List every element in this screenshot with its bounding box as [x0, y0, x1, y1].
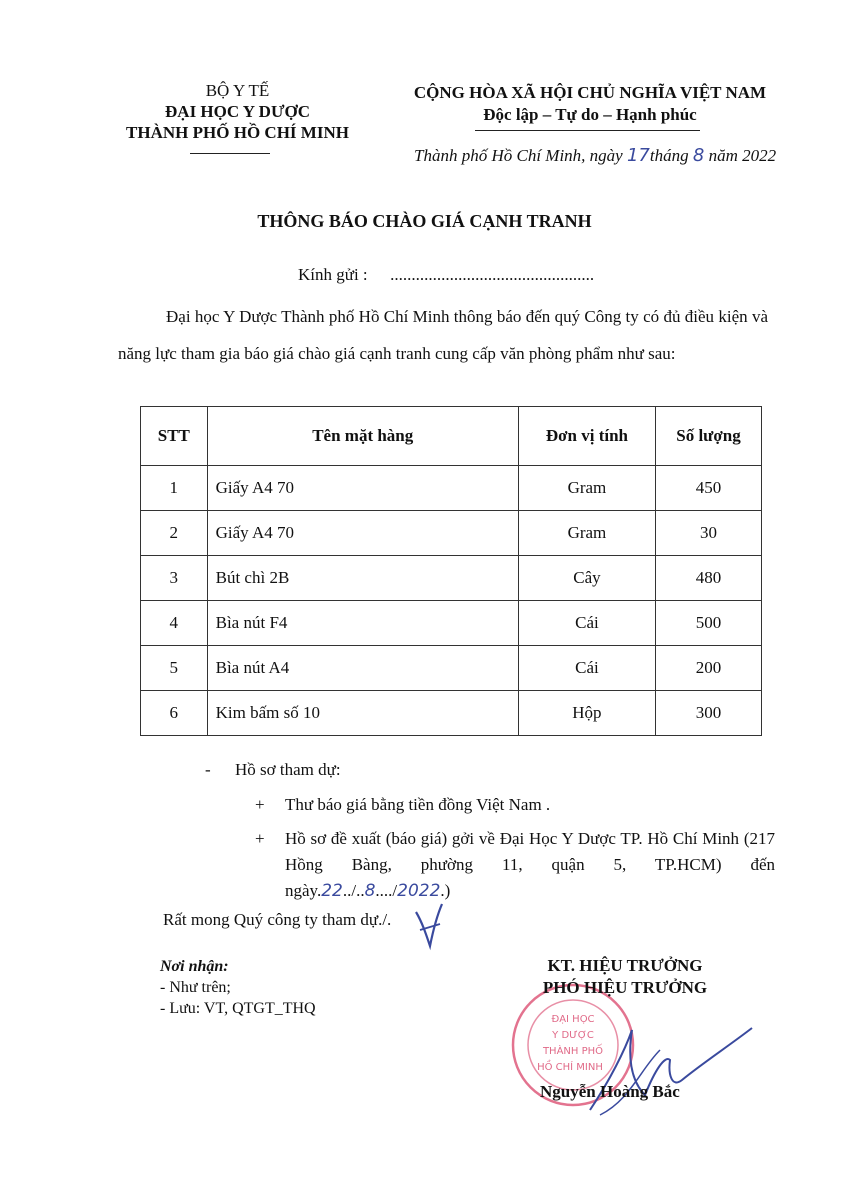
- items-table: [140, 406, 762, 736]
- university-city: THÀNH PHỐ HỒ CHÍ MINH: [126, 123, 349, 142]
- row-item-name: Kim bấm số 10: [207, 691, 518, 736]
- initial-mark-icon: [412, 900, 446, 952]
- row-quantity: 480: [656, 556, 762, 601]
- dossier-item-1: [255, 792, 775, 818]
- row-unit: Cây: [518, 556, 655, 601]
- row-stt: 4: [141, 601, 208, 646]
- dossier-label: Hồ sơ tham dự:: [235, 760, 341, 779]
- university-name: ĐẠI HỌC Y DƯỢC: [165, 102, 310, 121]
- row-item-name: Bìa nút A4: [207, 646, 518, 691]
- table-row: [141, 556, 762, 601]
- row-stt: 1: [141, 466, 208, 511]
- deadline-prefix: ngày: [285, 881, 317, 900]
- intro-text: Đại học Y Dược Thành phố Hồ Chí Minh thông báo đến quý Công ty có đủ điều kiện và năng lực tham gia báo giá chào giá cạnh tranh cung cấp văn phòng phẩm như sau:: [118, 307, 768, 363]
- date-month-label: tháng: [649, 146, 689, 165]
- deadline-month: 8: [364, 881, 376, 901]
- dossier-item-2-text: Hồ sơ đề xuất (báo giá) gởi về Đại Học Y Dược TP. Hồ Chí Minh (217 Hồng Bàng, phường 11, quận 5, TP.HCM) đến: [285, 829, 775, 874]
- date-month: 8: [692, 145, 705, 166]
- salutation: [298, 265, 594, 285]
- place-date: [414, 145, 776, 166]
- row-stt: 2: [141, 511, 208, 556]
- dossier-item-1-text: Thư báo giá bằng tiền đồng Việt Nam .: [285, 795, 551, 814]
- row-unit: Gram: [518, 466, 655, 511]
- handwritten-signature-icon: [570, 1010, 760, 1120]
- row-quantity: 30: [656, 511, 762, 556]
- deadline-day: 22: [321, 881, 343, 901]
- header-unit: Đơn vị tính: [518, 407, 655, 466]
- date-year: năm 2022: [708, 146, 777, 165]
- row-unit: Gram: [518, 511, 655, 556]
- recipients-label: Nơi nhận:: [160, 958, 229, 975]
- row-item-name: Bút chì 2B: [207, 556, 518, 601]
- nation-name: CỘNG HÒA XÃ HỘI CHỦ NGHĨA VIỆT NAM: [413, 83, 767, 102]
- row-stt: 3: [141, 556, 208, 601]
- row-unit: Cái: [518, 646, 655, 691]
- nation-block: [370, 82, 810, 126]
- row-item-name: Giấy A4 70: [207, 511, 518, 556]
- bullet-plus: +: [255, 795, 265, 814]
- signature-title-1: KT. HIỆU TRƯỞNG: [547, 956, 703, 975]
- stamp-line-1: ĐẠI HỌC: [551, 1014, 595, 1025]
- recipient-line: - Như trên;: [160, 979, 231, 996]
- signature-title-2: PHÓ HIỆU TRƯỞNG: [542, 978, 708, 997]
- recipient-line: - Lưu: VT, QTGT_THQ: [160, 1000, 316, 1017]
- table-row: [141, 466, 762, 511]
- row-unit: Cái: [518, 601, 655, 646]
- signer-name: Nguyễn Hoàng Bắc: [540, 1082, 680, 1101]
- deadline-year: 2022: [397, 881, 441, 901]
- ministry-name: BỘ Y TẾ: [205, 81, 270, 100]
- stamp-line-4: HỒ CHÍ MINH: [537, 1062, 603, 1073]
- nation-motto: Độc lập – Tự do – Hạnh phúc: [483, 105, 697, 124]
- issuer-block: [100, 80, 375, 143]
- date-day: 17: [626, 145, 650, 166]
- header-item-name: Tên mặt hàng: [207, 407, 518, 466]
- salutation-blank: ................................................: [390, 265, 595, 284]
- document-title: THÔNG BÁO CHÀO GIÁ CẠNH TRANH: [257, 211, 592, 231]
- row-stt: 6: [141, 691, 208, 736]
- row-quantity: 200: [656, 646, 762, 691]
- table-row: [141, 691, 762, 736]
- row-quantity: 500: [656, 601, 762, 646]
- intro-paragraph: [118, 298, 768, 372]
- bullet-plus: +: [255, 829, 265, 848]
- table-row: [141, 511, 762, 556]
- row-quantity: 300: [656, 691, 762, 736]
- header-quantity: Số lượng: [656, 407, 762, 466]
- row-stt: 5: [141, 646, 208, 691]
- recipients-block: [160, 956, 316, 1019]
- dossier-dash: -: [205, 760, 211, 779]
- dossier-heading: [205, 760, 341, 780]
- row-unit: Hộp: [518, 691, 655, 736]
- row-item-name: Giấy A4 70: [207, 466, 518, 511]
- row-item-name: Bìa nút F4: [207, 601, 518, 646]
- table-row: [141, 646, 762, 691]
- signature-block: [490, 955, 760, 999]
- stamp-line-2: Y DƯỢC: [552, 1030, 594, 1041]
- stamp-line-3: THÀNH PHỐ: [542, 1046, 604, 1057]
- salutation-label: Kính gửi :: [298, 265, 368, 284]
- closing-text: Rất mong Quý công ty tham dự./.: [163, 910, 392, 929]
- table-row: [141, 601, 762, 646]
- issuer-underline: [190, 153, 270, 154]
- header-stt: STT: [141, 407, 208, 466]
- motto-underline: [475, 130, 700, 131]
- row-quantity: 450: [656, 466, 762, 511]
- table-header-row: [141, 407, 762, 466]
- dossier-deadline: ngày.22../..8..../2022.): [285, 881, 451, 901]
- date-prefix: Thành phố Hồ Chí Minh, ngày: [414, 146, 623, 165]
- dossier-item-2: [255, 826, 775, 904]
